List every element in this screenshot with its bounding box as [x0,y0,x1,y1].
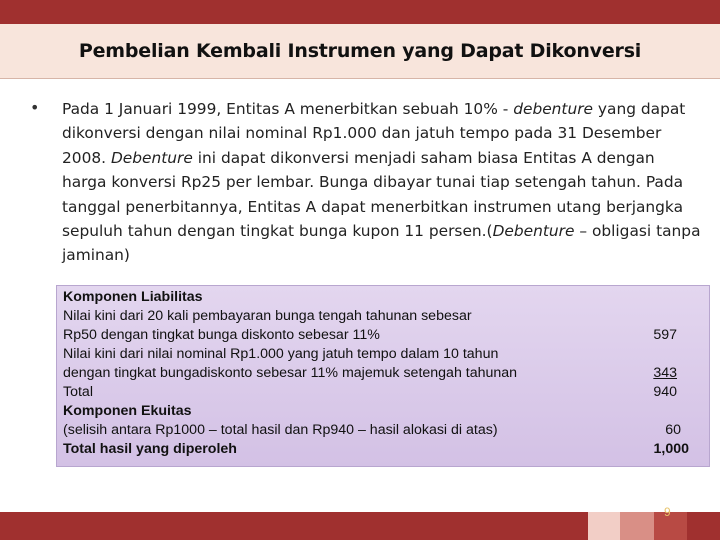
grand-total-label: Total hasil yang diperoleh [63,441,237,457]
footer-bar [0,512,588,540]
table-row [63,383,703,402]
equity-heading-row [63,402,703,421]
equity-line: (selisih antara Rp1000 – total hasil dan Rp940 – hasil alokasi di atas) [63,422,498,438]
slide-title: Pembelian Kembali Instrumen yang Dapat Dikonversi [78,40,642,62]
total-value: 940 [653,384,677,400]
principal-pv-line-2: dengan tingkat bungadiskonto sebesar 11% majemuk setengah tahunan [63,365,518,381]
paragraph-text-3: ini dapat dikonversi menjadi saham biasa Entitas A dengan harga konversi Rp25 per lembar. Bunga dibayar tunai tiap setengah tahun. Pada tanggal penerbitannya, Entitas A dapat menerbitkan instrumen utang berjangka sepuluh tahun dengan tingkat bunga kupon 11 persen.( [62,148,684,241]
table-row [63,326,703,345]
interest-pv-line-1: Nilai kini dari 20 kali pembayaran bunga tengah tahunan sebesar [63,308,472,324]
grand-total-row [63,440,703,459]
allocation-table-box [56,285,710,467]
footer-block-medium [620,512,654,540]
principal-pv-line-1: Nilai kini dari nilai nominal Rp1.000 yang jatuh tempo dalam 10 tahun [63,346,499,362]
footer-block-darkest [687,512,720,540]
liability-heading: Komponen Liabilitas [63,289,203,305]
title-band [0,24,720,79]
top-accent-bar [0,0,720,24]
bullet-point: • [30,98,40,117]
total-label: Total [63,384,93,400]
footer-block-light [588,512,620,540]
paragraph-text-4: – obligasi tanpa jaminan) [62,222,701,265]
interest-pv-value: 597 [653,327,677,343]
table-row [63,307,703,326]
paragraph-italic-3: Debenture [492,222,575,241]
paragraph-italic-2: Debenture [110,148,193,167]
liability-heading-row [63,288,703,307]
page-number: 9 [664,505,671,519]
paragraph-text-1: Pada 1 Januari 1999, Entitas A menerbitkan sebuah 10% - [62,100,514,118]
equity-value: 60 [665,422,681,438]
equity-heading: Komponen Ekuitas [63,403,192,419]
table-row [63,421,703,440]
principal-pv-value: 343 [653,365,677,381]
interest-pv-line-2: Rp50 dengan tingkat bunga diskonto sebesar 11% [63,327,380,343]
grand-total-value: 1,000 [653,441,689,457]
table-row [63,345,703,364]
paragraph-text-2: yang dapat dikonversi dengan nilai nominal Rp1.000 dan jatuh tempo pada 31 Desember 2008. [62,100,686,167]
table-row [63,364,703,383]
paragraph-italic-1: debenture [513,100,594,118]
body-paragraph [62,97,702,268]
